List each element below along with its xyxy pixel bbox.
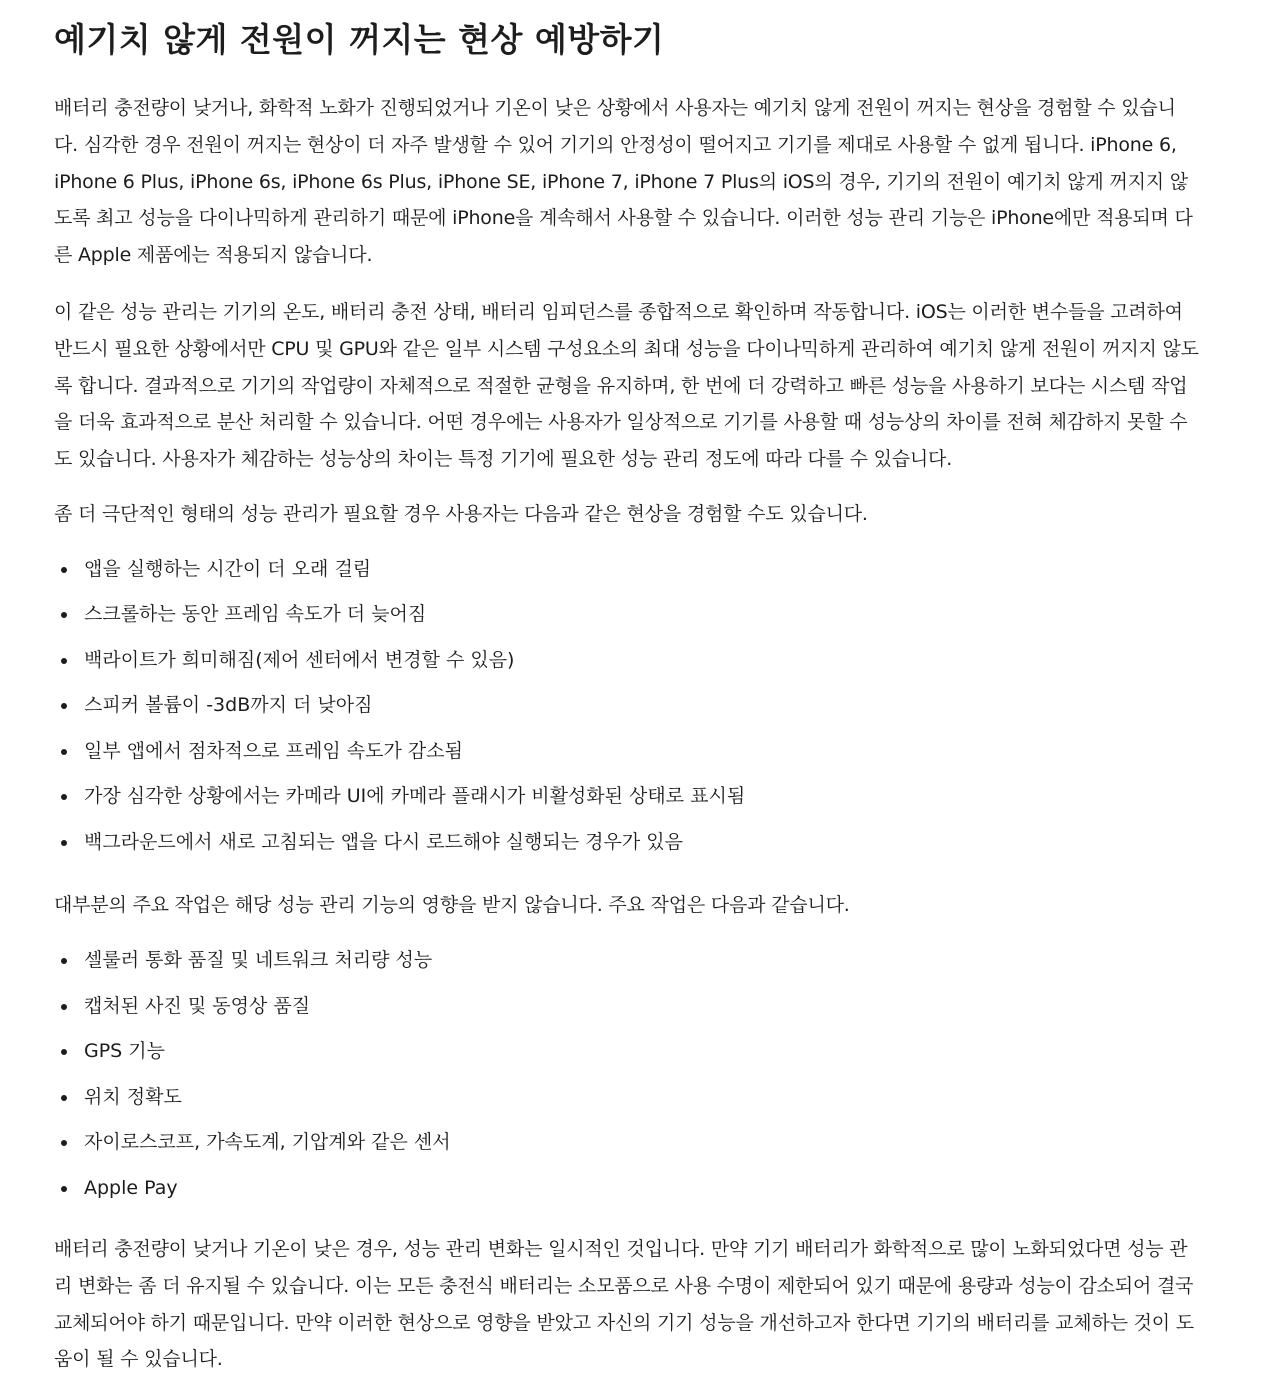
list-item-text: Apple Pay [84, 1176, 178, 1199]
bullet-icon [61, 794, 67, 800]
list-item-text: 백그라운드에서 새로 고침되는 앱을 다시 로드해야 실행되는 경우가 있음 [84, 830, 683, 853]
list-item-text: 앱을 실행하는 시간이 더 오래 걸림 [84, 557, 372, 580]
paragraph-performance-management: 이 같은 성능 관리는 기기의 온도, 배터리 충전 상태, 배터리 임피던스를 종합적으로 확인하며 작동합니다. iOS는 이러한 변수들을 고려하여 반드시 필요한 상황에서만 CPU 및 GPU와 같은 일부 시스템 구성요소의 최대 성능을 다이나믹하게 관리하여 예기치 않게 전원이 꺼지지 않도록 합니다. 결과적으로 기기의 작업량이 자체적으로 적절한 균형을 유지하며, 한 번에 더 강력하고 빠른 성능을 사용하기 보다는 시스템 작업을 더욱 효과적으로 분산 처리할 수 있습니다. 어떤 경우에는 사용자가 일상적으로 기기를 사용할 때 성능상의 차이를 전혀 체감하지 못할 수도 있습니다. 사용자가 체감하는 성능상의 차이는 특정 기기에 필요한 성능 관리 정도에 따라 다를 수 있습니다. [54, 300, 1199, 471]
bullet-icon [61, 1004, 67, 1010]
bullet-icon [61, 703, 67, 709]
list-item [54, 1029, 1199, 1075]
effects-list [54, 547, 1199, 866]
list-item-text: 가장 심각한 상황에서는 카메라 UI에 카메라 플래시가 비활성화된 상태로 표시됨 [84, 785, 746, 808]
list-item-text: 백라이트가 희미해짐(제어 센터에서 변경할 수 있음) [84, 648, 515, 671]
bullet-icon [61, 1186, 67, 1192]
list-item-text: 스크롤하는 동안 프레임 속도가 더 늦어짐 [84, 603, 427, 626]
list-item [54, 820, 1199, 866]
list-item-text: 셀룰러 통화 품질 및 네트워크 처리량 성능 [84, 949, 433, 972]
paragraph-battery-replacement: 배터리 충전량이 낮거나 기온이 낮은 경우, 성능 관리 변화는 일시적인 것입니다. 만약 기기 배터리가 화학적으로 많이 노화되었다면 성능 관리 변화는 좀 더 유지될 수 있습니다. 이는 모든 충전식 배터리는 소모품으로 사용 수명이 제한되어 있기 때문에 용량과 성능이 감소되어 결국 교체되어야 하기 때문입니다. 만약 이러한 현상으로 영향을 받았고 자신의 기기 성능을 개선하고자 한다면 기기의 배터리를 교체하는 것이 도움이 될 수 있습니다. [54, 1238, 1194, 1371]
paragraph-unaffected-tasks: 대부분의 주요 작업은 해당 성능 관리 기능의 영향을 받지 않습니다. 주요 작업은 다음과 같습니다. [54, 894, 850, 917]
list-item [54, 729, 1199, 775]
bullet-icon [61, 840, 67, 846]
paragraph-extreme-management: 좀 더 극단적인 형태의 성능 관리가 필요할 경우 사용자는 다음과 같은 현상을 경험할 수도 있습니다. [54, 502, 868, 525]
list-item-text: GPS 기능 [84, 1040, 165, 1063]
paragraph-shutdown-intro: 배터리 충전량이 낮거나, 화학적 노화가 진행되었거나 기온이 낮은 상황에서 사용자는 예기치 않게 전원이 꺼지는 현상을 경험할 수 있습니다. 심각한 경우 전원이 꺼지는 현상이 더 자주 발생할 수 있어 기기의 안정성이 떨어지고 기기를 제대로 사용할 수 없게 됩니다. iPhone 6, iPhone 6 Plus, iPhone 6s, iPhone 6s Plus, iPhone SE, iPhone 7, iPhone 7 Plus의 iOS의 경우, 기기의 전원이 예기치 않게 꺼지지 않도록 최고 성능을 다이나믹하게 관리하기 때문에 iPhone을 계속해서 사용할 수 있습니다. 이러한 성능 관리 기능은 iPhone에만 적용되며 다른 Apple 제품에는 적용되지 않습니다. [54, 97, 1193, 267]
list-item-text: 위치 정확도 [84, 1085, 182, 1108]
list-item [54, 547, 1199, 593]
list-item [54, 984, 1199, 1030]
bullet-icon [61, 567, 67, 573]
unaffected-list [54, 938, 1199, 1211]
article [54, 0, 1199, 1378]
bullet-icon [61, 749, 67, 755]
list-item [54, 638, 1199, 684]
bullet-icon [61, 612, 67, 618]
bullet-icon [61, 958, 67, 964]
list-item [54, 1120, 1199, 1166]
bullet-icon [61, 1095, 67, 1101]
list-item-text: 스피커 볼륨이 -3dB까지 더 낮아짐 [84, 694, 373, 717]
list-item [54, 774, 1199, 820]
bullet-icon [61, 1140, 67, 1146]
list-item-text: 캡처된 사진 및 동영상 품질 [84, 994, 311, 1017]
bullet-icon [61, 1049, 67, 1055]
bullet-icon [61, 658, 67, 664]
list-item [54, 1166, 1199, 1212]
list-item [54, 1075, 1199, 1121]
list-item [54, 592, 1199, 638]
list-item [54, 683, 1199, 729]
list-item-text: 일부 앱에서 점차적으로 프레임 속도가 감소됨 [84, 739, 463, 762]
list-item [54, 938, 1199, 984]
list-item-text: 자이로스코프, 가속도계, 기압계와 같은 센서 [84, 1131, 451, 1154]
page-title: 예기치 않게 전원이 꺼지는 현상 예방하기 [54, 20, 665, 59]
